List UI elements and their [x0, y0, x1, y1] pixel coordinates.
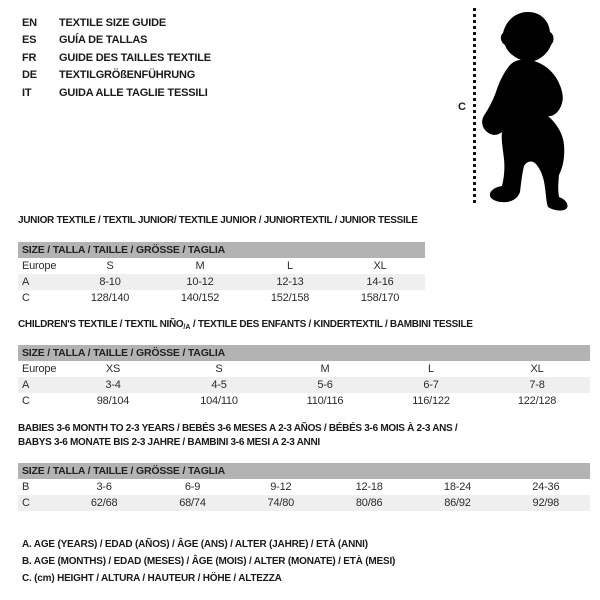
row-label: C	[22, 395, 30, 407]
months-cell: 6-9	[184, 481, 201, 493]
months-cell: 18-24	[443, 481, 472, 493]
lang-title: GUIDE DES TAILLES TEXTILE	[59, 51, 211, 64]
height-cell: 140/152	[180, 292, 220, 304]
height-cell: 128/140	[90, 292, 130, 304]
table-title: JUNIOR TEXTILE / TEXTIL JUNIOR/ TEXTILE JUNIOR / JUNIORTEXTIL / JUNIOR TESSILE	[18, 215, 418, 226]
babies-size-table	[18, 422, 590, 511]
height-cell: 116/122	[412, 395, 450, 407]
legend-note-c: C. (cm) HEIGHT / ALTURA / HAUTEUR / HÖHE / ALTEZZA	[22, 573, 282, 584]
title-part: CHILDREN'S TEXTILE / TEXTIL NIÑO	[18, 319, 184, 330]
height-cell: 104/110	[200, 395, 238, 407]
legend-note-b: B. AGE (MONTHS) / EDAD (MESES) / ÂGE (MOIS) / ALTER (MONATE) / ETÀ (MESI)	[22, 556, 396, 567]
lang-code: FR	[22, 51, 37, 64]
size-cell: S	[215, 363, 223, 375]
spacer	[18, 450, 590, 463]
children-size-table	[18, 318, 590, 409]
months-cell: 9-12	[270, 481, 292, 493]
height-cell: 68/74	[179, 497, 206, 509]
lang-title: GUÍA DE TALLAS	[59, 34, 148, 47]
size-cell: XL	[373, 260, 387, 272]
table-title-line2: BABYS 3-6 MONATE BIS 2-3 JAHRE / BAMBINI 3-6 MESI A 2-3 ANNI	[18, 437, 320, 448]
height-measure-dashed-line	[473, 8, 476, 206]
table-title-line1: BABIES 3-6 MONTH TO 2-3 YEARS / BEBÉS 3-6 MESES A 2-3 AÑOS / BÉBÉS 3-6 MOIS À 2-3 ANS /	[18, 423, 458, 434]
row-label: C	[22, 292, 30, 304]
height-cell: 158/170	[360, 292, 400, 304]
spacer	[18, 332, 590, 345]
table-row-europe	[18, 361, 590, 377]
table-row-europe	[18, 258, 425, 274]
lang-code: EN	[22, 16, 37, 29]
size-cell: XL	[530, 363, 544, 375]
age-cell: 4-5	[211, 379, 227, 391]
baby-figure-area	[0, 0, 600, 220]
lang-title: GUIDA ALLE TAGLIE TESSILI	[59, 86, 208, 99]
age-cell: 8-10	[99, 276, 121, 288]
months-cell: 3-6	[96, 481, 112, 493]
table-row-height	[18, 495, 590, 511]
size-cell: S	[106, 260, 114, 272]
height-cell: 80/86	[355, 497, 383, 509]
size-cell: L	[428, 363, 434, 375]
size-header-bar: SIZE / TALLA / TAILLE / GRÖSSE / TAGLIA	[18, 345, 590, 361]
size-cell: XS	[105, 363, 121, 375]
toddler-silhouette-icon	[478, 4, 598, 214]
height-cell: 110/116	[306, 395, 344, 407]
row-label: B	[22, 481, 30, 493]
age-cell: 7-8	[529, 379, 545, 391]
legend-note-a: A. AGE (YEARS) / EDAD (AÑOS) / ÂGE (ANS) / ALTER (JAHRE) / ETÀ (ANNI)	[22, 539, 368, 550]
age-cell: 10-12	[186, 276, 214, 288]
lang-title: TEXTILE SIZE GUIDE	[59, 16, 167, 29]
height-cell: 74/80	[267, 497, 295, 509]
table-row-age	[18, 377, 590, 393]
row-label: Europe	[22, 363, 57, 375]
height-cell: 86/92	[444, 497, 471, 509]
title-subscript: /A	[183, 324, 191, 331]
table-row-height	[18, 393, 590, 409]
lang-code: IT	[22, 86, 32, 99]
lang-code: DE	[22, 69, 37, 82]
height-cell: 152/158	[270, 292, 310, 304]
table-row-height	[18, 290, 425, 306]
size-cell: M	[320, 363, 330, 375]
height-cell: 122/128	[517, 395, 557, 407]
row-label: C	[22, 497, 30, 509]
months-cell: 12-18	[355, 481, 383, 493]
height-cell: 92/98	[532, 497, 560, 509]
table-row-months	[18, 479, 590, 495]
age-cell: 6-7	[423, 379, 439, 391]
height-measure-label: C	[458, 101, 466, 113]
row-label: A	[22, 276, 30, 288]
height-cell: 62/68	[90, 497, 118, 509]
table-title	[18, 318, 590, 332]
height-cell: 98/104	[96, 395, 130, 407]
age-cell: 12-13	[276, 276, 304, 288]
age-cell: 5-6	[317, 379, 333, 391]
size-header-bar: SIZE / TALLA / TAILLE / GRÖSSE / TAGLIA	[18, 242, 425, 258]
legend-notes	[22, 536, 395, 587]
months-cell: 24-36	[532, 481, 560, 493]
row-label: Europe	[22, 260, 57, 272]
size-cell: L	[287, 260, 293, 272]
size-cell: M	[195, 260, 205, 272]
junior-size-table	[18, 214, 425, 306]
age-cell: 14-16	[366, 276, 394, 288]
size-header-bar: SIZE / TALLA / TAILLE / GRÖSSE / TAGLIA	[18, 463, 590, 479]
lang-title: TEXTILGRÖßENFÜHRUNG	[59, 69, 196, 82]
title-part: / TEXTILE DES ENFANTS / KINDERTEXTIL / BAMBINI TESSILE	[190, 319, 473, 330]
table-row-age	[18, 274, 425, 290]
lang-code: ES	[22, 34, 37, 47]
spacer	[18, 228, 425, 242]
row-label: A	[22, 379, 30, 391]
age-cell: 3-4	[105, 379, 121, 391]
